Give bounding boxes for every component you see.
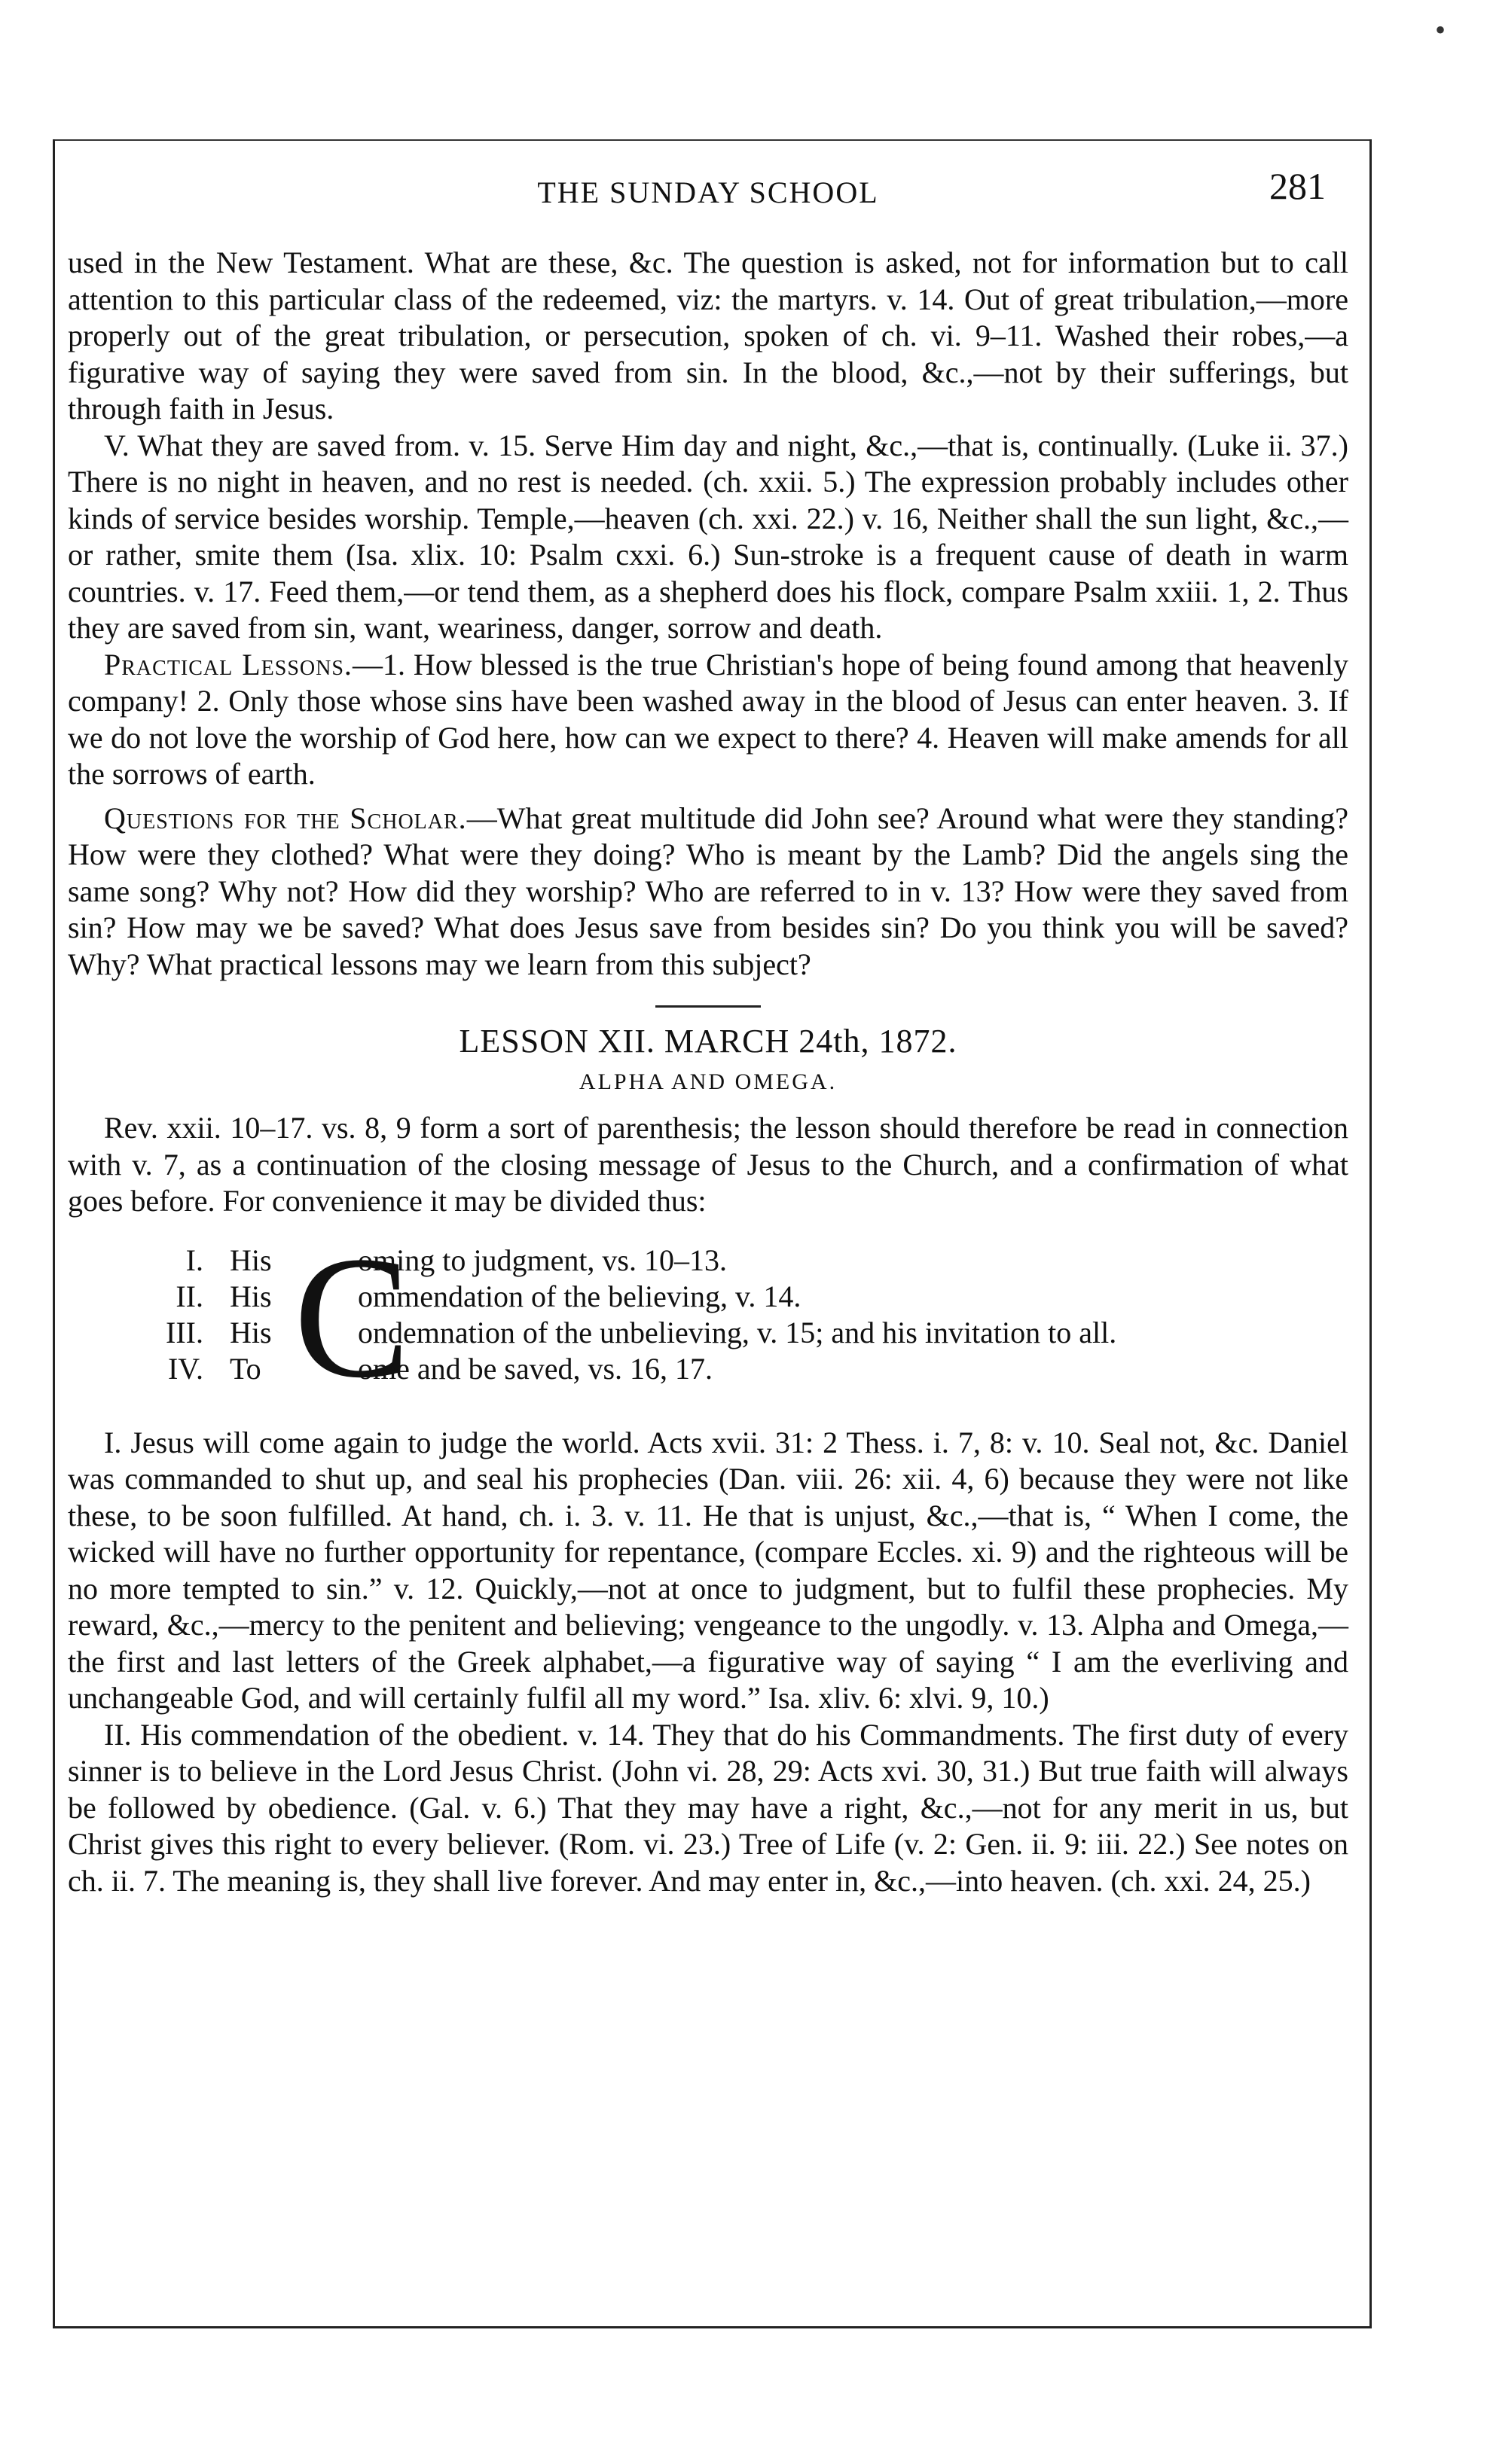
outline-number: III. xyxy=(166,1315,203,1349)
outline-text: ome and be saved, vs. 16, 17. xyxy=(358,1351,713,1386)
page-number: 281 xyxy=(1269,165,1326,207)
margin-mark: • xyxy=(1435,13,1446,47)
outline-row xyxy=(68,1243,1348,1279)
section-divider xyxy=(655,1005,761,1008)
lesson-outline xyxy=(68,1220,1348,1414)
outline-row xyxy=(68,1315,1348,1351)
outline-text: ommendation of the believing, v. 14. xyxy=(358,1279,801,1313)
lesson-title: LESSON XII. MARCH 24th, 1872. xyxy=(459,1023,957,1060)
questions-text: —What great multitude did John see? Around what were they standing? How were they clothed? What were they doing? Who is meant by the Lamb? Did the angels sing the same song? Why not? How did they worship? Who are referred to in v. 13? How were they saved from sin? How may we be saved? What does Jesus save from besides sin? Do you think you will be saved? Why? What practical lessons may we learn from this subject? xyxy=(68,800,1349,981)
outline-initial-c: C xyxy=(294,1220,411,1414)
outline-number: IV. xyxy=(167,1351,203,1386)
paragraph-commendation: II. His commendation of the obedient. v. 14. They that do his Commandments. The first duty of every sinner is to believe in the Lord Jesus Christ. (John vi. 28, 29: Acts xvi. 30, 31.) But true faith will always be followed by obedience. (Gal. v. 6.) That they may have a right, &c.,—not for any merit in us, but Christ gives this right to every believer. (Rom. vi. 23.) Tree of Life (v. 2: Gen. ii. 9: iii. 22.) See notes on ch. ii. 7. The meaning is, they shall live forever. And may enter in, &c.,—into heaven. (ch. xxi. 24, 25.) xyxy=(68,1717,1348,1898)
paragraph-questions xyxy=(68,800,1348,983)
running-head: THE SUNDAY SCHOOL xyxy=(537,175,879,209)
paragraph-martyrs: used in the New Testament. What are these, &c. The question is asked, not for information but to call attention to this particular class of the redeemed, viz: the martyrs. v. 14. Out of great tribulation,—more properly out of the great tribulation, or persecution, spoken of ch. vi. 9–11. Washed their robes,—a figurative way of saying they were saved from sin. In the blood, &c.,—not by their sufferings, but through faith in Jesus. xyxy=(68,245,1348,425)
outline-word: To xyxy=(230,1351,261,1386)
outline-word: His xyxy=(230,1279,272,1313)
outline-text: ondemnation of the unbelieving, v. 15; and his invitation to all. xyxy=(358,1315,1117,1349)
outline-word: His xyxy=(230,1243,272,1277)
page-header xyxy=(68,164,1348,217)
outline-row xyxy=(68,1351,1348,1387)
outline-word: His xyxy=(230,1315,272,1349)
outline-number: I. xyxy=(185,1243,203,1277)
paragraph-coming-judgment: I. Jesus will come again to judge the world. Acts xvii. 31: 2 Thess. i. 7, 8: v. 10. Seal not, &c. Daniel was commanded to shut up, and seal his prophecies (Dan. viii. 26: xii. 4, 6) because they were not like these, to be soon fulfilled. At hand, ch. i. 3. v. 11. He that is unjust, &c.,—that is, “ When I come, the wicked will have no further opportunity for repentance, (compare Eccles. xi. 9) and the righteous will be no more tempted to sin.” v. 12. Quickly,—not at once to judgment, but to fulfil these prophecies. My reward, &c.,—mercy to the penitent and believing; vengeance to the ungodly. v. 13. Alpha and Omega,—the first and last letters of the Greek alphabet,—a figurative way of saying “ I am the everliving and unchangeable God, and will certainly fulfil all my word.” Isa. xliv. 6: xlvi. 9, 10.) xyxy=(68,1425,1348,1715)
outline-row xyxy=(68,1279,1348,1315)
practical-lessons-label: Practical Lessons. xyxy=(104,647,353,682)
practical-lessons-text: —1. How blessed is the true Christian's hope of being found among that heavenly company! 2. Only those whose sins have been washed away in the blood of Jesus can enter heaven. 3. If we do not love the worship of God here, how can we expect to there? 4. Heaven will make amends for all the sorrows of earth. xyxy=(68,647,1348,791)
paragraph-intro: Rev. xxii. 10–17. vs. 8, 9 form a sort of parenthesis; the lesson should therefore be read in connection with v. 7, as a continuation of the closing message of Jesus to the Church, and a confirmation of what goes before. For convenience it may be divided thus: xyxy=(68,1111,1348,1218)
paragraph-practical-lessons xyxy=(68,647,1348,793)
paragraph-saved-from: V. What they are saved from. v. 15. Serve Him day and night, &c.,—that is, continually. (Luke ii. 37.) There is no night in heaven, and no rest is needed. (ch. xxii. 5.) The expression probably includes other kinds of service besides worship. Temple,—heaven (ch. xxi. 22.) v. 16, Neither shall the sun light, &c.,—or rather, smite them (Isa. xlix. 10: Psalm cxxi. 6.) Sun-stroke is a frequent cause of death in warm countries. v. 17. Feed them,—or tend them, as a shepherd does his flock, compare Psalm xxiii. 1, 2. Thus they are saved from sin, want, weariness, danger, sorrow and death. xyxy=(68,428,1348,645)
page-body xyxy=(68,245,1348,1899)
lesson-subtitle: ALPHA AND OMEGA. xyxy=(579,1069,838,1094)
questions-label: Questions for the Scholar. xyxy=(104,800,467,835)
outline-text: oming to judgment, vs. 10–13. xyxy=(358,1243,727,1277)
outline-number: II. xyxy=(176,1279,203,1313)
